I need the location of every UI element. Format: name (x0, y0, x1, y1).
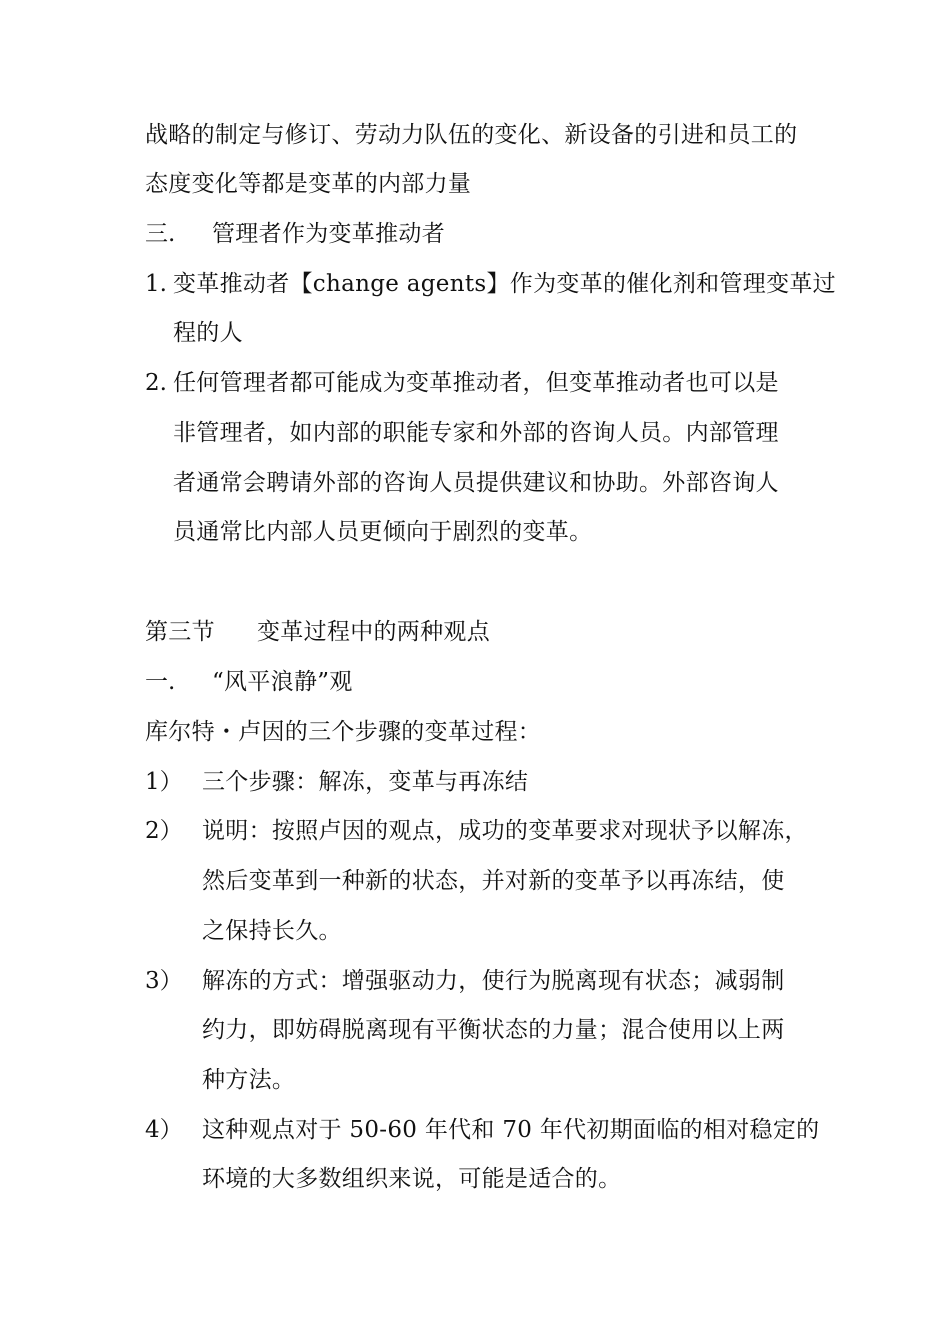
list-item-line: 程的人 (173, 320, 243, 346)
list-item-line: 非管理者，如内部的职能专家和外部的咨询人员。内部管理 (173, 420, 779, 446)
step-line: 种方法。 (202, 1067, 296, 1093)
step-line: 三个步骤：解冻，变革与再冻结 (202, 769, 529, 795)
step-line: 之保持长久。 (202, 918, 342, 944)
step-line: 这种观点对于 50-60 年代和 70 年代初期面临的相对稳定的 (202, 1117, 820, 1143)
step-number: 3） (145, 968, 183, 994)
intro-line-2: 态度变化等都是变革的内部力量 (145, 171, 472, 197)
step-line: 约力，即妨碍脱离现有平衡状态的力量；混合使用以上两 (202, 1017, 785, 1043)
chapter-title: 变革过程中的两种观点 (257, 619, 490, 645)
list-item-line: 任何管理者都可能成为变革推动者，但变革推动者也可以是 (173, 370, 779, 396)
list-item-number: 2. (145, 370, 167, 396)
step-line: 环境的大多数组织来说，可能是适合的。 (202, 1166, 622, 1192)
step-line: 解冻的方式：增强驱动力，使行为脱离现有状态；减弱制 (202, 968, 785, 994)
part-number: 一. (145, 669, 176, 695)
part-title: “风平浪静”观 (212, 669, 353, 695)
step-number: 1） (145, 769, 183, 795)
list-item-line: 变革推动者【change agents】作为变革的催化剂和管理变革过 (173, 271, 836, 297)
step-number: 2） (145, 818, 183, 844)
list-item-line: 员通常比内部人员更倾向于剧烈的变革。 (173, 519, 593, 545)
step-line: 然后变革到一种新的状态，并对新的变革予以再冻结，使 (202, 868, 785, 894)
list-item-number: 1. (145, 271, 167, 297)
list-item-line: 者通常会聘请外部的咨询人员提供建议和协助。外部咨询人 (173, 470, 779, 496)
chapter-label: 第三节 (145, 619, 215, 645)
step-line: 说明：按照卢因的观点，成功的变革要求对现状予以解冻， (202, 818, 808, 844)
intro-line-1: 战略的制定与修订、劳动力队伍的变化、新设备的引进和员工的 (145, 122, 798, 148)
section-number: 三. (145, 221, 176, 247)
step-number: 4） (145, 1117, 183, 1143)
section-title: 管理者作为变革推动者 (212, 221, 445, 247)
lead-line: 库尔特・卢因的三个步骤的变革过程： (145, 719, 542, 745)
